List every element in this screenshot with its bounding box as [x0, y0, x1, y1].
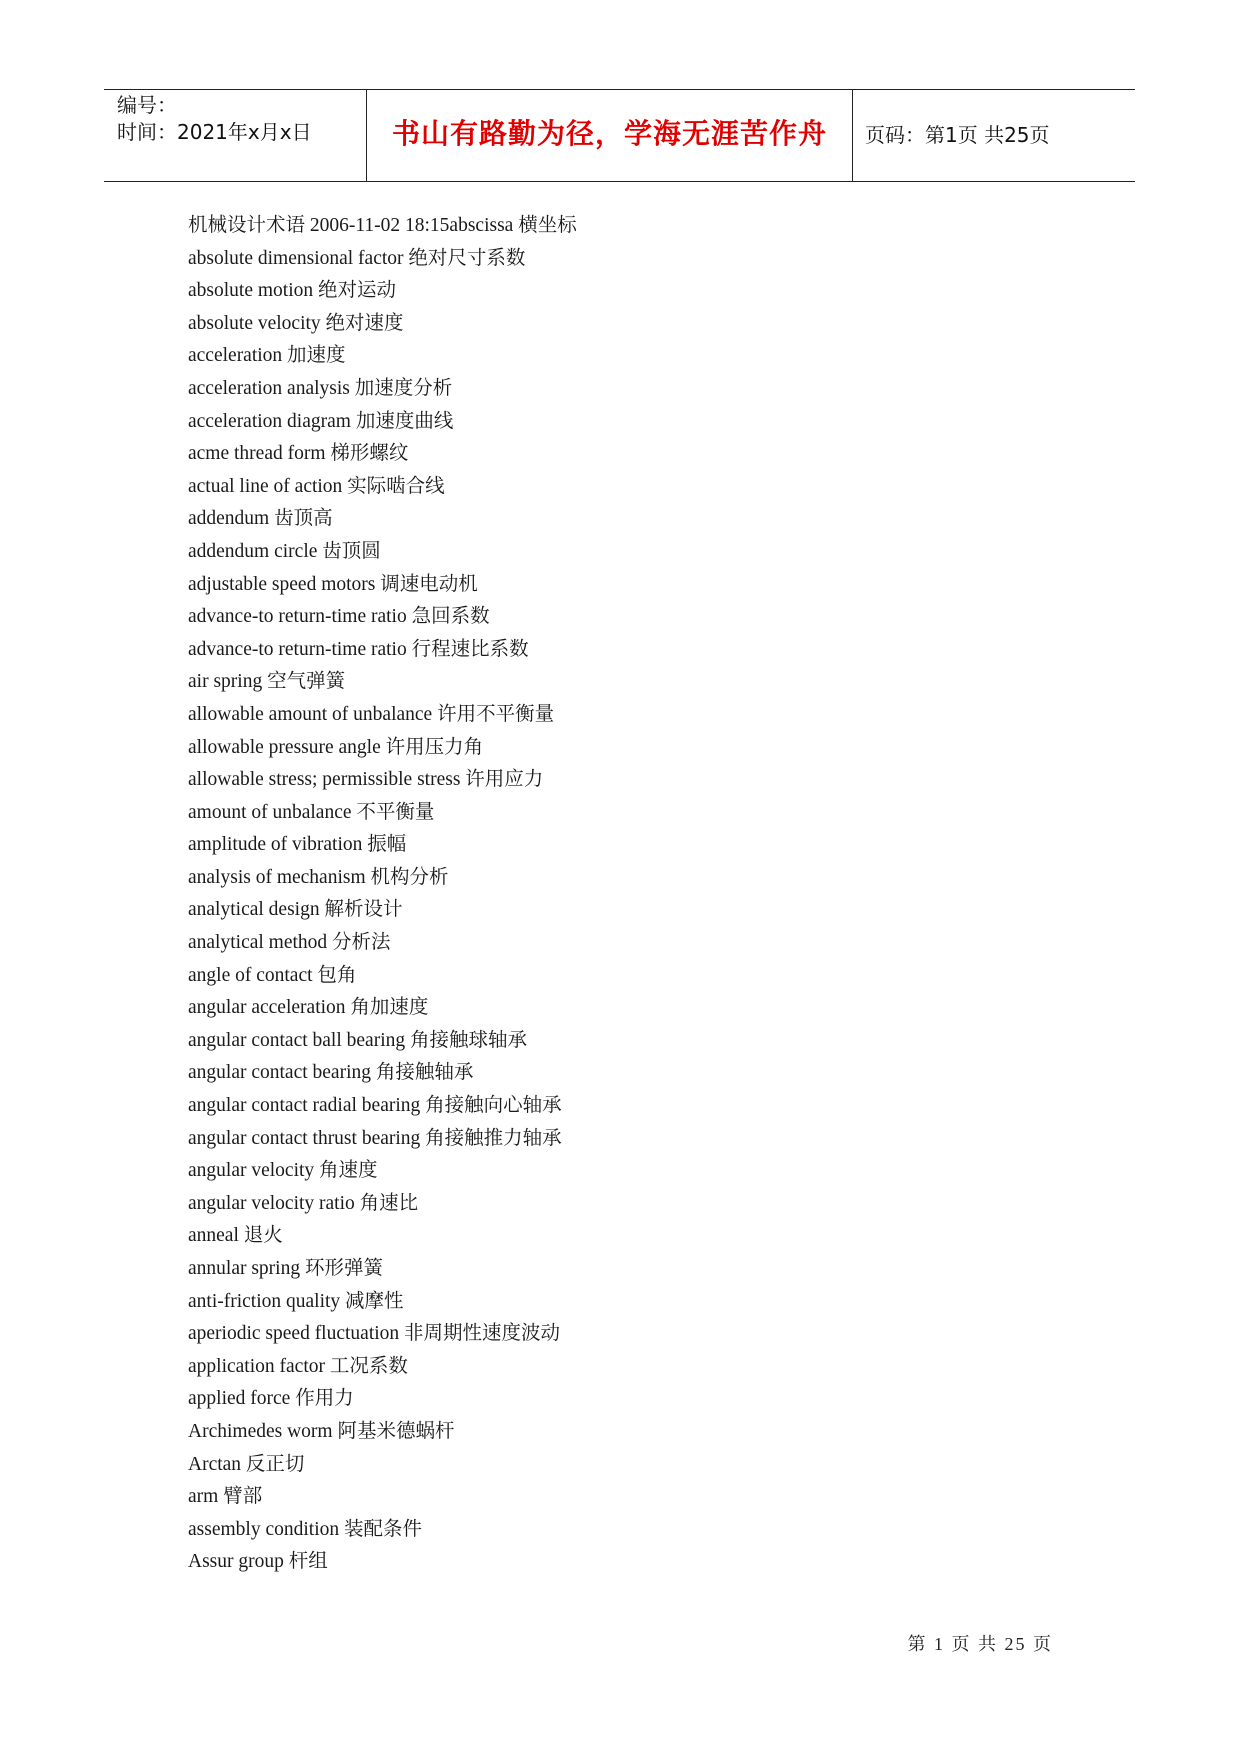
glossary-term-line: amount of unbalance 不平衡量 — [188, 801, 435, 823]
glossary-term-line: amplitude of vibration 振幅 — [188, 834, 407, 856]
glossary-term-line: aperiodic speed fluctuation 非周期性速度波动 — [188, 1323, 561, 1345]
glossary-term-line: advance-to return-time ratio 行程速比系数 — [188, 638, 529, 660]
glossary-term-line: angular contact thrust bearing 角接触推力轴承 — [188, 1127, 562, 1149]
glossary-term-line: allowable pressure angle 许用压力角 — [188, 736, 484, 758]
glossary-term-line: angular velocity 角速度 — [188, 1160, 378, 1182]
glossary-term-line: angular acceleration 角加速度 — [188, 997, 429, 1019]
glossary-term-line: addendum circle 齿顶圆 — [188, 540, 381, 562]
document-header — [104, 89, 1135, 182]
glossary-term-line: annular spring 环形弹簧 — [188, 1258, 383, 1279]
header-motto: 书山有路勤为径，学海无涯苦作舟 — [391, 117, 827, 150]
glossary-term-line: applied force 作用力 — [188, 1388, 354, 1410]
glossary-term-line: Arctan 反正切 — [188, 1453, 305, 1475]
glossary-term-line: angular velocity ratio 角速比 — [188, 1192, 419, 1214]
glossary-term-line: absolute velocity 绝对速度 — [188, 312, 404, 334]
glossary-term-line: adjustable speed motors 调速电动机 — [188, 573, 478, 595]
glossary-term-line: angle of contact 包角 — [188, 964, 357, 986]
page-footer: 第 1 页 共 25 页 — [907, 1634, 1053, 1654]
glossary-term-line: absolute motion 绝对运动 — [188, 280, 396, 302]
glossary-term-line: anneal 退火 — [188, 1225, 283, 1247]
glossary-term-line: angular contact bearing 角接触轴承 — [188, 1062, 474, 1084]
glossary-term-line: analysis of mechanism 机构分析 — [188, 866, 449, 888]
document-date-label: 时间：2021年x月x日 — [117, 120, 312, 144]
glossary-term-line: acme thread form 梯形螺纹 — [188, 443, 409, 465]
header-page-cell — [853, 90, 1135, 181]
glossary-term-line: addendum 齿顶高 — [188, 508, 333, 530]
glossary-term-line: acceleration 加速度 — [188, 345, 346, 367]
header-info-cell — [104, 90, 366, 181]
glossary-term-line: 机械设计术语 2006-11-02 18:15abscissa 横坐标 — [188, 215, 577, 236]
glossary-term-line: Archimedes worm 阿基米德蜗杆 — [188, 1420, 455, 1442]
glossary-term-line: allowable amount of unbalance 许用不平衡量 — [188, 703, 555, 725]
glossary-term-line: air spring 空气弹簧 — [188, 671, 346, 693]
glossary-term-line: allowable stress; permissible stress 许用应力 — [188, 769, 544, 791]
glossary-term-line: Assur group 杆组 — [188, 1551, 328, 1573]
glossary-term-line: absolute dimensional factor 绝对尺寸系数 — [188, 247, 526, 269]
glossary-term-line: assembly condition 装配条件 — [188, 1518, 422, 1540]
header-motto-cell — [366, 90, 853, 181]
glossary-term-line: analytical method 分析法 — [188, 932, 391, 954]
glossary-term-line: arm 臂部 — [188, 1486, 263, 1508]
glossary-term-line: anti-friction quality 减摩性 — [188, 1290, 404, 1312]
glossary-term-line: advance-to return-time ratio 急回系数 — [188, 606, 490, 628]
glossary-term-line: angular contact radial bearing 角接触向心轴承 — [188, 1095, 562, 1117]
document-number-label: 编号： — [117, 93, 177, 117]
glossary-term-line: analytical design 解析设计 — [188, 899, 403, 921]
glossary-term-line: angular contact ball bearing 角接触球轴承 — [188, 1029, 527, 1051]
glossary-term-line: acceleration analysis 加速度分析 — [188, 377, 453, 399]
glossary-term-line: actual line of action 实际啮合线 — [188, 475, 445, 497]
glossary-term-line: acceleration diagram 加速度曲线 — [188, 410, 454, 432]
glossary-term-line: application factor 工况系数 — [188, 1355, 408, 1377]
glossary-term-list — [188, 210, 1088, 1579]
header-page-code: 页码：第1页 共25页 — [865, 123, 1050, 147]
